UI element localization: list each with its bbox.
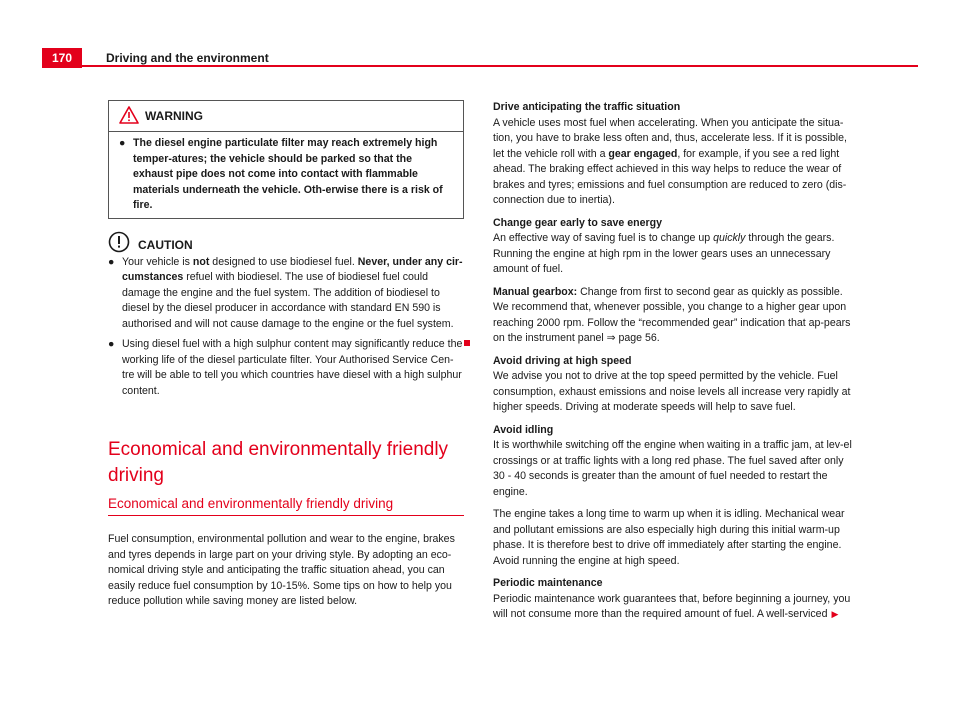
bullet-icon: ● <box>108 255 115 268</box>
caution-header <box>108 231 464 255</box>
right-column <box>493 100 857 630</box>
section-end-marker <box>464 340 470 346</box>
warning-title: WARNING <box>145 109 203 123</box>
caution-block <box>108 231 464 400</box>
paragraph-idling: It is worthwhile switching off the engine when waiting in a traffic jam, at lev-el crossings or at traffic lights with a long red phase. The fuel saved after only 30 - 40 seconds is greater than the amount of fuel needed to restart the engine. <box>493 439 852 498</box>
chapter-intro: Fuel consumption, environmental pollution and wear to the engine, brakes and tyres depends in large part on your driving style. By adopting an eco-nomical driving style and anticipating the traffic situation ahead, you can easily reduce fuel consumption by 10-15%. Some tips on how to help you reduce pollution while saving money are listed below. <box>108 533 455 607</box>
bullet-icon: ● <box>119 137 126 149</box>
bullet-icon: ● <box>108 338 115 350</box>
text-c: through the gears. Running the engine at high rpm in the lower gears uses an unnecessary amount of fuel. <box>493 232 835 275</box>
section-title: Driving and the environment <box>106 51 269 65</box>
caution-text-e: refuel with biodiesel. The use of biodiesel fuel could damage the engine and the fuel system. The addition of biodiesel to diesel by the diesel producer in accordance with standard EN 590 is authorised and will not cause damage to the engine or the fuel system. <box>122 271 454 330</box>
caution-text-b: not <box>192 255 210 268</box>
page-number: 170 <box>42 48 82 68</box>
text-quickly: quickly <box>713 232 746 244</box>
text-c: , for example, if you see a red light ahead. The braking effect achieved in this way helps to reduce the wear of brakes and tyres; emissions and fuel consumption are reduced to zero (dis-connection due to inertia). <box>493 147 847 206</box>
caution-title: CAUTION <box>138 237 193 252</box>
text-manual-gearbox: Manual gearbox: <box>493 285 578 298</box>
heading-idling: Avoid idling <box>493 423 554 436</box>
caution-exclamation-icon <box>108 231 130 253</box>
paragraph-change-gear <box>493 231 857 278</box>
caution-item <box>108 337 464 399</box>
text-maintenance: Periodic maintenance work guarantees that, before beginning a journey, you will not consume more than the required amount of fuel. A well-serviced <box>493 592 851 620</box>
caution-item <box>108 255 464 333</box>
text-gear-engaged: gear engaged <box>608 147 678 160</box>
chapter-subtitle: Economical and environmentally friendly driving <box>108 495 464 516</box>
text-a: An effective way of saving fuel is to change up <box>493 232 714 244</box>
continue-arrow-icon: ▶ <box>831 609 839 619</box>
heading-high-speed: Avoid driving at high speed <box>493 354 632 367</box>
warning-header <box>109 101 463 132</box>
caution-text-d: Never, under any cir-cumstances <box>122 255 463 283</box>
paragraph-warm-up: The engine takes a long time to warm up when it is idling. Mechanical wear and pollutant emissions are also especially high during this initial warm-up phase. It is therefore best to drive off immediately after starting the engine. Avoid running the engine at high speed. <box>493 508 845 567</box>
warning-box <box>108 100 464 219</box>
warning-body <box>109 132 463 218</box>
header-rule <box>82 65 918 67</box>
paragraph-maintenance <box>493 592 857 623</box>
paragraph-anticipate <box>493 116 857 209</box>
caution-text-c: designed to use biodiesel fuel. <box>209 255 358 268</box>
warning-triangle-icon <box>119 106 139 124</box>
warning-item <box>119 136 453 214</box>
heading-maintenance: Periodic maintenance <box>493 577 603 589</box>
warning-text: The diesel engine particulate filter may reach extremely high temper-atures; the vehicle should be parked so that the exhaust pipe does not come into contact with flammable materials underneath the vehicle. Oth-erwise there is a risk of fire. <box>133 137 443 211</box>
paragraph-manual-gearbox <box>493 285 857 347</box>
paragraph-high-speed: We advise you not to drive at the top speed permitted by the vehicle. Fuel consumption, exhaust emissions and noise levels all increase very rapidly at higher speeds. Driving at moderate speeds will help to save fuel. <box>493 370 851 413</box>
text-b: Change from first to second gear as quickly as possible. We recommend that, whenever possible, you change to a higher gear upon reaching 2000 rpm. Follow the “recommended gear” indication that ap-pears on the instrument panel ⇒ page 56. <box>493 285 851 344</box>
caution-text-a: Your vehicle is <box>122 255 193 268</box>
caution-text-2: Using diesel fuel with a high sulphur content may significantly reduce the working life of the diesel particulate filter. Your Authorised Service Cen-tre will be able to tell you which countries have diesel with a high sulphur content. <box>122 338 463 397</box>
heading-change-gear: Change gear early to save energy <box>493 216 662 229</box>
left-column <box>108 100 464 610</box>
heading-anticipate: Drive anticipating the traffic situation <box>493 101 681 113</box>
chapter-title: Economical and environmentally friendly driving <box>108 439 449 486</box>
text-a: A vehicle uses most fuel when accelerating. When you anticipate the situa-tion, you have to brake less often and, thus, accelerate less. If it is possible, let the vehicle roll with a <box>493 116 847 160</box>
page-header <box>42 48 918 68</box>
